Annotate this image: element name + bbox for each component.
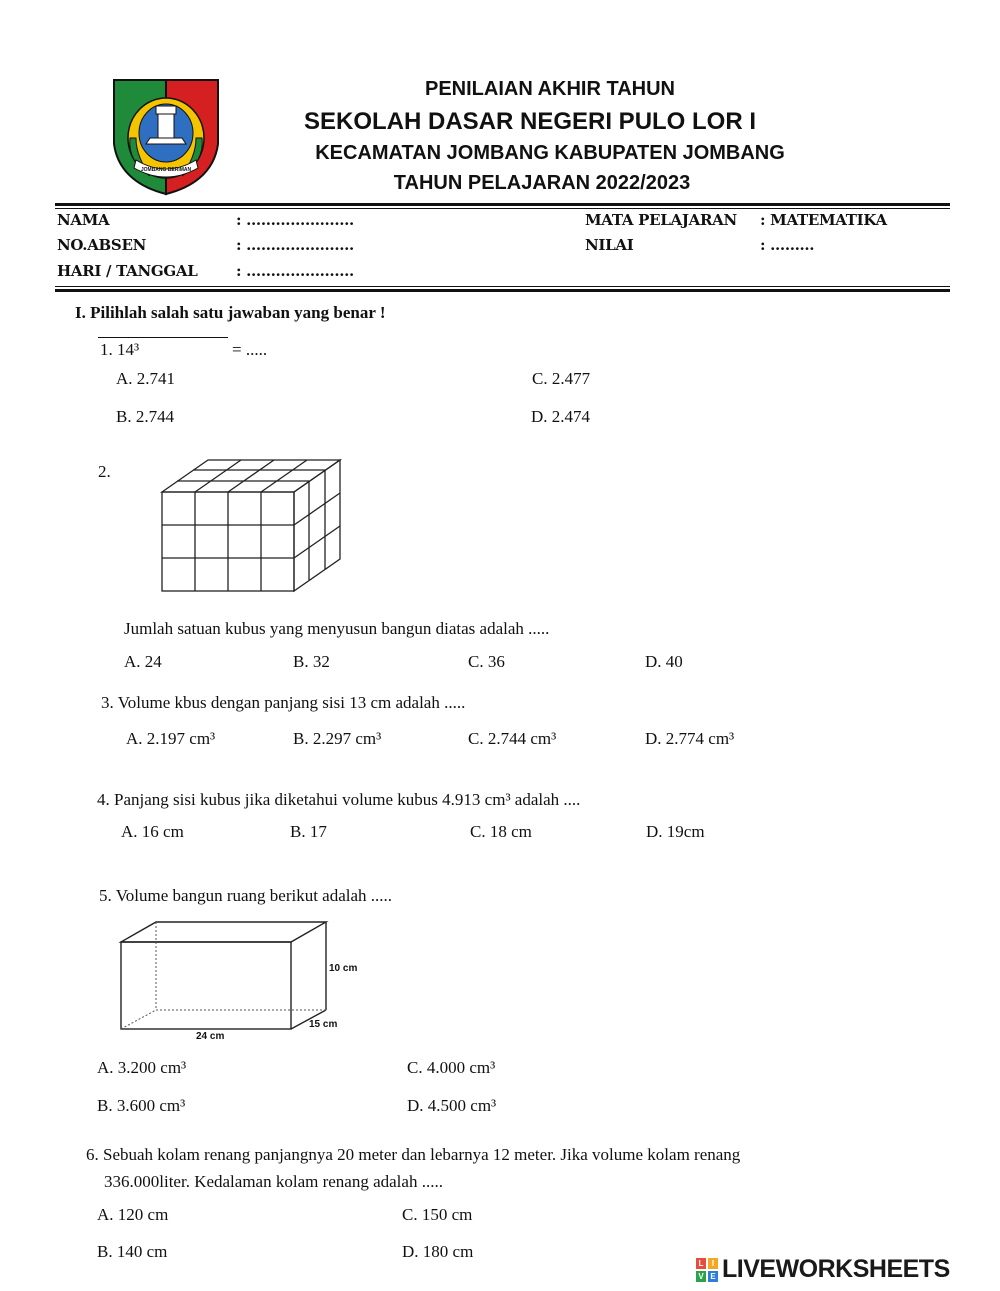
q4-text: 4. Panjang sisi kubus jika diketahui volume kubus 4.913 cm³ adalah .... <box>97 790 581 809</box>
q5-option-d[interactable]: D. 4.500 cm³ <box>407 1096 497 1115</box>
info-rule-thick <box>55 289 950 292</box>
q6-option-c[interactable]: C. 150 cm <box>402 1205 473 1224</box>
q4-option-c[interactable]: C. 18 cm <box>470 822 532 841</box>
cube-stack-figure <box>160 458 345 594</box>
tanggal-label: HARI / TANGGAL <box>57 262 198 280</box>
q5-option-c[interactable]: C. 4.000 cm³ <box>407 1058 496 1077</box>
q1-option-b[interactable]: B. 2.744 <box>116 407 175 426</box>
label-height: 10 cm <box>329 963 358 974</box>
icon-letter-i: I <box>708 1258 718 1269</box>
q2-option-a[interactable]: A. 24 <box>124 652 162 671</box>
q1-option-c[interactable]: C. 2.477 <box>532 369 591 388</box>
q6-text-line2: 336.000liter. Kedalaman kolam renang adalah ..... <box>104 1172 443 1191</box>
section-title: I. Pilihlah salah satu jawaban yang benar ! <box>75 303 386 322</box>
absen-label: NO.ABSEN <box>57 236 147 254</box>
nilai-label: NILAI <box>585 236 634 254</box>
q4-option-d[interactable]: D. 19cm <box>646 822 705 841</box>
q1-equals: = ..... <box>232 340 268 359</box>
icon-letter-v: V <box>696 1271 706 1282</box>
q4-option-a[interactable]: A. 16 cm <box>121 822 184 841</box>
tanggal-field[interactable]: : …………………. <box>236 262 354 280</box>
q6-option-a[interactable]: A. 120 cm <box>97 1205 169 1224</box>
info-rule-thin <box>55 286 950 287</box>
q6-option-d[interactable]: D. 180 cm <box>402 1242 474 1261</box>
cuboid-figure <box>118 920 378 1045</box>
mapel-label: MATA PELAJARAN <box>585 211 737 229</box>
q3-option-d[interactable]: D. 2.774 cm³ <box>645 729 735 748</box>
q1-option-d[interactable]: D. 2.474 <box>531 407 591 426</box>
q5-option-b[interactable]: B. 3.600 cm³ <box>97 1096 186 1115</box>
q3-text: 3. Volume kbus dengan panjang sisi 13 cm adalah ..... <box>101 693 466 712</box>
q2-option-d[interactable]: D. 40 <box>645 652 683 671</box>
header-title-1: PENILAIAN AKHIR TAHUN <box>425 78 675 100</box>
q1-answer-line <box>98 337 228 338</box>
q6-option-b[interactable]: B. 140 cm <box>97 1242 168 1261</box>
header-rule-top-thin <box>55 208 950 209</box>
q2-text: Jumlah satuan kubus yang menyusun bangun diatas adalah ..... <box>124 619 550 638</box>
icon-letter-l: L <box>696 1258 706 1269</box>
nama-label: NAMA <box>57 211 110 229</box>
q2-option-c[interactable]: C. 36 <box>468 652 505 671</box>
q4-option-b[interactable]: B. 17 <box>290 822 327 841</box>
q3-option-c[interactable]: C. 2.744 cm³ <box>468 729 557 748</box>
nama-field[interactable]: : …………………. <box>236 211 354 229</box>
header-district: KECAMATAN JOMBANG KABUPATEN JOMBANG <box>315 142 785 164</box>
icon-letter-e: E <box>708 1271 718 1282</box>
logo-ribbon-text: JOMBANG BERIMAN <box>140 167 192 173</box>
q3-option-b[interactable]: B. 2.297 cm³ <box>293 729 382 748</box>
q6-text-line1: 6. Sebuah kolam renang panjangnya 20 meter dan lebarnya 12 meter. Jika volume kolam renang <box>86 1145 741 1164</box>
q5-text: 5. Volume bangun ruang berikut adalah ..... <box>99 886 393 905</box>
q1-option-a[interactable]: A. 2.741 <box>116 369 176 388</box>
liveworksheets-icon <box>696 1258 718 1282</box>
label-depth: 15 cm <box>309 1019 338 1030</box>
liveworksheets-watermark <box>696 1254 996 1286</box>
liveworksheets-text: LIVEWORKSHEETS <box>722 1255 950 1283</box>
header-school-year: TAHUN PELAJARAN 2022/2023 <box>393 172 691 194</box>
absen-field[interactable]: : …………………. <box>236 236 354 254</box>
q3-option-a[interactable]: A. 2.197 cm³ <box>126 729 216 748</box>
q2-option-b[interactable]: B. 32 <box>293 652 330 671</box>
q1-text: 1. 14³ <box>100 340 140 359</box>
nilai-field[interactable]: : ……… <box>760 236 815 254</box>
q2-number: 2. <box>98 462 111 481</box>
label-length: 24 cm <box>196 1031 225 1042</box>
school-crest-logo <box>112 78 220 196</box>
header-school-name: SEKOLAH DASAR NEGERI PULO LOR I <box>303 108 757 135</box>
q5-option-a[interactable]: A. 3.200 cm³ <box>97 1058 187 1077</box>
header-rule-top-thick <box>55 203 950 206</box>
mapel-value: : MATEMATIKA <box>760 211 887 229</box>
